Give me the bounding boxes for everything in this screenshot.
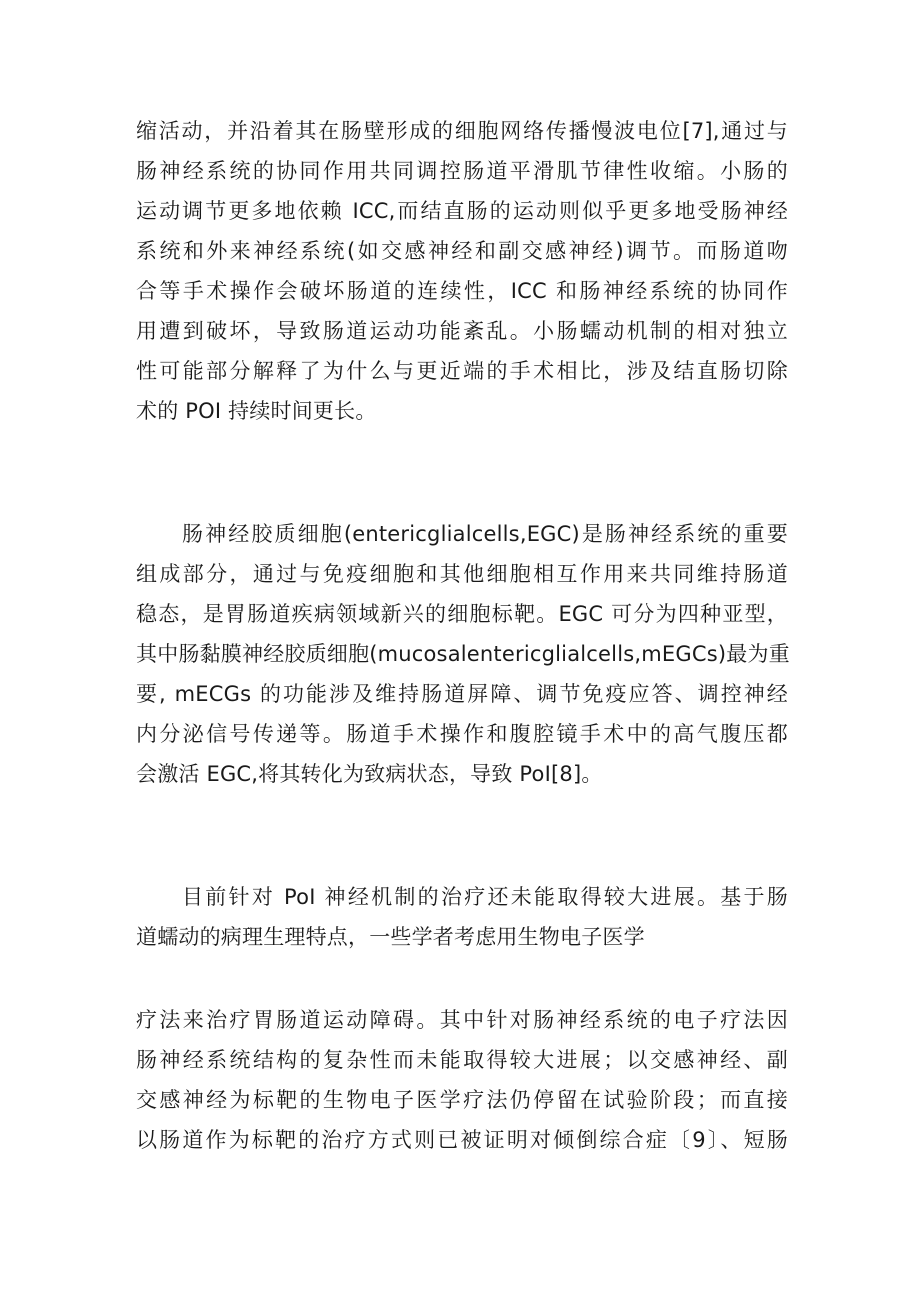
paragraph-3 xyxy=(136,877,788,957)
text-line: 术的 POI 持续时间更长。 xyxy=(136,399,377,423)
text-line: 交感神经为标靶的生物电子医学疗法仍停留在试验阶段；而直接 xyxy=(136,1088,788,1112)
text-line: 以肠道作为标靶的治疗方式则已被证明对倾倒综合症〔9〕、短肠 xyxy=(136,1128,788,1152)
text-line: 运动调节更多地依赖 ICC,而结直肠的运动则似乎更多地受肠神经 xyxy=(136,199,788,223)
text-line: 肠神经系统结构的复杂性而未能取得较大进展；以交感神经、副 xyxy=(136,1048,788,1072)
text-line: 会激活 EGC,将其转化为致病状态，导致 PoI[8]。 xyxy=(136,762,603,786)
text-line: 内分泌信号传递等。肠道手术操作和腹腔镜手术中的高气腹压都 xyxy=(136,722,788,746)
text-line: 目前针对 PoI 神经机制的治疗还未能取得较大进展。基于肠 xyxy=(182,885,788,909)
text-line: 道蠕动的病理生理特点，一些学者考虑用生物电子医学 xyxy=(136,925,645,949)
text-line: 要, mECGs 的功能涉及维持肠道屏障、调节免疫应答、调控神经 xyxy=(136,682,788,706)
text-line: 其中肠黏膜神经胶质细胞(mucosalentericglialcells,mEGCs)最为重 xyxy=(136,642,790,666)
text-line: 系统和外来神经系统(如交感神经和副交感神经)调节。而肠道吻 xyxy=(136,239,788,263)
paragraph-4 xyxy=(136,1000,788,1160)
paragraph-1 xyxy=(136,111,788,431)
paragraph-2 xyxy=(136,514,788,794)
text-line: 用遭到破坏，导致肠道运动功能紊乱。小肠蠕动机制的相对独立 xyxy=(136,319,788,343)
text-line: 肠神经胶质细胞(entericglialcells,EGC)是肠神经系统的重要 xyxy=(182,522,788,546)
text-line: 缩活动，并沿着其在肠壁形成的细胞网络传播慢波电位[7],通过与 xyxy=(136,119,788,143)
text-line: 组成部分，通过与免疫细胞和其他细胞相互作用来共同维持肠道 xyxy=(136,562,788,586)
text-line: 肠神经系统的协同作用共同调控肠道平滑肌节律性收缩。小肠的 xyxy=(136,159,788,183)
text-line: 合等手术操作会破坏肠道的连续性，ICC 和肠神经系统的协同作 xyxy=(136,279,788,303)
text-line: 稳态，是胃肠道疾病领域新兴的细胞标靶。EGC 可分为四种亚型， xyxy=(136,602,788,626)
text-line: 疗法来治疗胃肠道运动障碍。其中针对肠神经系统的电子疗法因 xyxy=(136,1008,788,1032)
text-line: 性可能部分解释了为什么与更近端的手术相比，涉及结直肠切除 xyxy=(136,359,788,383)
